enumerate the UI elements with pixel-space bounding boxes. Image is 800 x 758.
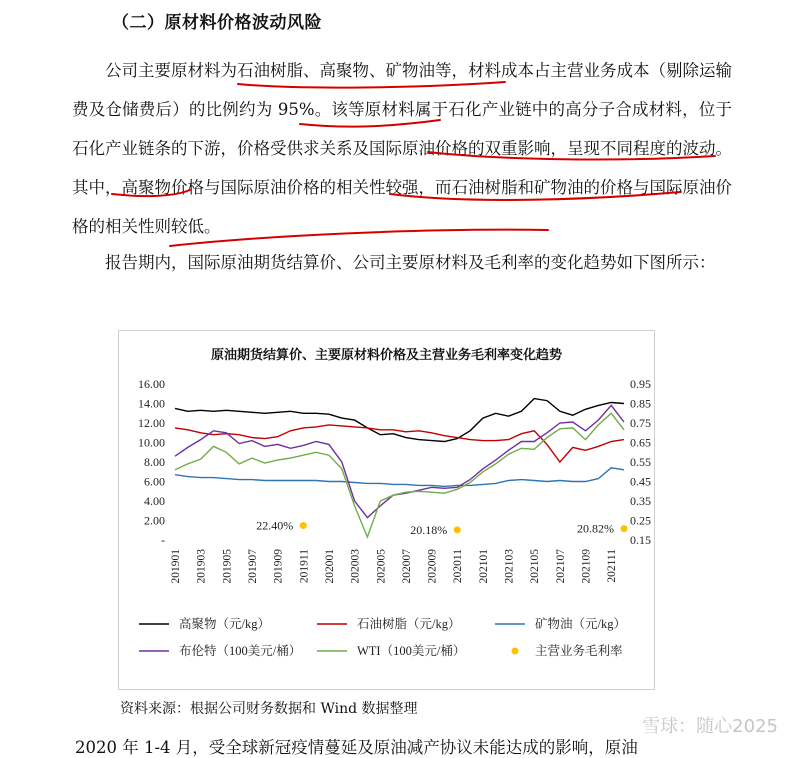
y-left-tick-label: - [161, 533, 165, 547]
gross-margin-label: 20.18% [410, 522, 448, 537]
x-tick-label: 202101 [477, 549, 490, 584]
legend-label: 布伦特（100美元/桶） [179, 644, 302, 658]
legend-swatch [512, 648, 519, 655]
y-right-tick-label: 0.35 [630, 494, 651, 508]
watermark-text: 雪球：随心2025 [642, 716, 778, 737]
gross-margin-label: 20.82% [577, 521, 614, 536]
y-right-tick-label: 0.85 [630, 396, 651, 411]
x-tick-label: 201905 [221, 549, 234, 584]
x-tick-label: 202005 [375, 549, 388, 584]
source-note: 资料来源：根据公司财务数据和 Wind 数据整理 [120, 701, 418, 717]
y-left-tick-label: 14.00 [138, 396, 165, 411]
x-tick-label: 202001 [323, 549, 336, 584]
x-tick-label: 202103 [503, 549, 516, 584]
x-tick-label: 202111 [606, 549, 619, 583]
legend-label: WTI（100美元/桶） [357, 644, 466, 658]
legend-label: 矿物油（元/kg） [535, 617, 626, 631]
chart-svg [119, 331, 654, 689]
legend-label: 主营业务毛利率 [535, 644, 623, 658]
y-right-tick-label: 0.95 [630, 377, 651, 391]
x-tick-label: 202105 [529, 549, 542, 584]
x-tick-label: 201909 [272, 549, 285, 584]
x-tick-label: 201901 [170, 549, 182, 584]
x-tick-label: 201903 [195, 549, 208, 584]
y-left-tick-label: 16.00 [138, 377, 165, 391]
x-tick-label: 201907 [246, 549, 259, 584]
paragraph-2020: 2020 年 1-4 月，受全球新冠疫情蔓延及原油减产协议未能达成的影响，原油 [75, 738, 638, 757]
trend-chart [118, 330, 655, 690]
y-right-tick-label: 0.25 [630, 513, 651, 528]
series-line [175, 413, 624, 537]
x-tick-label: 202009 [426, 549, 439, 584]
legend-label: 石油树脂（元/kg） [357, 617, 461, 631]
x-tick-label: 202107 [554, 549, 567, 584]
paragraph-raw-materials: 公司主要原材料为石油树脂、高聚物、矿物油等，材料成本占主营业务成本（剔除运输费及仓储费后）的比例约为 95%。该等原材料属于石化产业链中的高分子合成材料，位于石化产业链条的下游，价格受供求关系及国际原油价格的双重影响，呈现不同程度的波动。其中，高聚物价格与国际原油价格的相关性较强，而石油树脂和矿物油的价格与国际原油价格的相关性则较低。 [72, 61, 732, 236]
x-tick-label: 202003 [349, 549, 362, 584]
gross-margin-label: 22.40% [256, 518, 294, 533]
chart-title: 原油期货结算价、主要原材料价格及主营业务毛利率变化趋势 [210, 348, 562, 363]
y-right-tick-label: 0.15 [630, 533, 651, 547]
y-left-tick-label: 4.00 [144, 494, 165, 508]
y-right-tick-label: 0.55 [630, 455, 651, 469]
x-tick-label: 202007 [400, 549, 413, 584]
series-line [175, 405, 624, 517]
y-left-tick-label: 10.00 [138, 435, 165, 450]
y-left-tick-label: 6.00 [144, 474, 165, 489]
y-right-tick-label: 0.45 [630, 474, 651, 489]
gross-margin-point [454, 526, 461, 533]
y-left-tick-label: 2.00 [144, 513, 165, 528]
gross-margin-point [621, 525, 628, 532]
paragraph-report-period: 报告期内，国际原油期货结算价、公司主要原材料及毛利率的变化趋势如下图所示： [105, 253, 716, 272]
y-right-tick-label: 0.75 [630, 416, 651, 430]
y-left-tick-label: 8.00 [144, 455, 165, 469]
y-right-tick-label: 0.65 [630, 435, 651, 450]
series-line [175, 468, 624, 487]
section-heading: （二）原材料价格波动风险 [112, 13, 322, 33]
x-tick-label: 202109 [580, 549, 593, 584]
x-tick-label: 202011 [452, 549, 465, 584]
legend-label: 高聚物（元/kg） [179, 617, 270, 631]
x-tick-label: 201911 [298, 549, 311, 584]
y-left-tick-label: 12.00 [138, 416, 165, 430]
gross-margin-point [300, 522, 307, 529]
